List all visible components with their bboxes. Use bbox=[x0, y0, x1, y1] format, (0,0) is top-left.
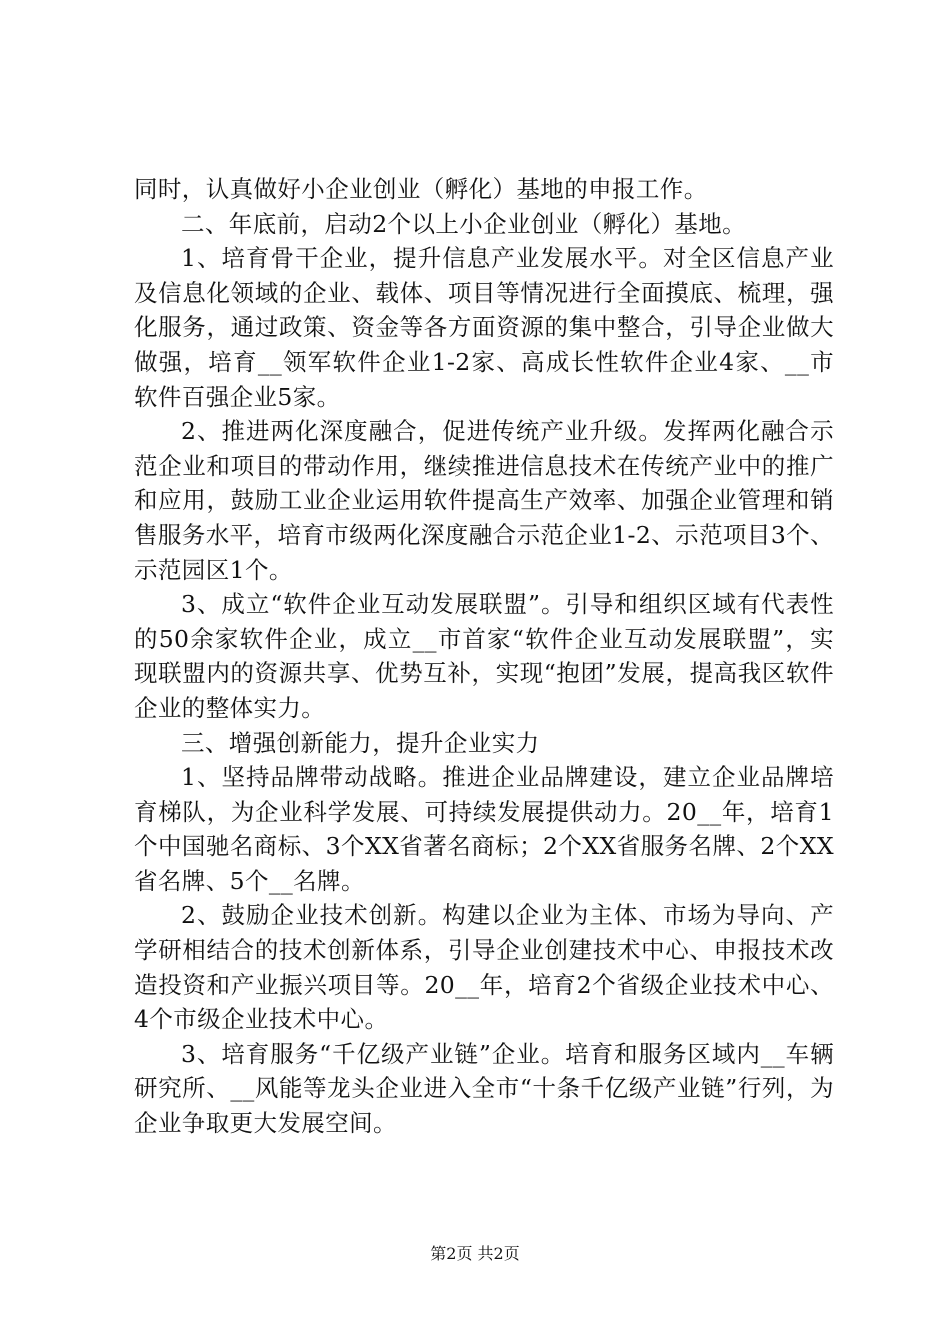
heading-section-two: 二、年底前，启动2个以上小企业创业（孵化）基地。 bbox=[181, 209, 747, 238]
paragraph-brand-strategy: 1、坚持品牌带动战略。推进企业品牌建设，建立企业品牌培育梯队，为企业科学发展、可持续发展提供动力。20__年，培育1个中国驰名商标、3个XX省著名商标；2个XX省服务名牌、2个XX省名牌、5个__名牌。 bbox=[134, 763, 834, 895]
paragraph-item-2: 2、推进两化深度融合，促进传统产业升级。发挥两化融合示范企业和项目的带动作用，继续推进信息技术在传统产业中的推广和应用，鼓励工业企业运用软件提高生产效率、加强企业管理和销售服务水平，培育市级两化深度融合示范企业1-2、示范项目3个、示范园区1个。 bbox=[134, 417, 834, 584]
page-number-footer: 第2页 共2页 bbox=[430, 1244, 520, 1263]
document-body bbox=[134, 172, 834, 1141]
paragraph-tech-innovation: 2、鼓励企业技术创新。构建以企业为主体、市场为导向、产学研相结合的技术创新体系，引导企业创建技术中心、申报技术改造投资和产业振兴项目等。20__年，培育2个省级企业技术中心、4个市级企业技术中心。 bbox=[134, 901, 834, 1034]
heading-section-three: 三、增强创新能力，提升企业实力 bbox=[181, 728, 540, 757]
paragraph-item-3: 3、成立“软件企业互动发展联盟”。引导和组织区域有代表性的50余家软件企业，成立__市首家“软件企业互动发展联盟”，实现联盟内的资源共享、优势互补，实现“抱团”发展，提高我区软件企业的整体实力。 bbox=[134, 590, 834, 722]
paragraph-industry-chain: 3、培育服务“千亿级产业链”企业。培育和服务区域内__车辆研究所、__风能等龙头企业进入全市“十条千亿级产业链”行列，为企业争取更大发展空间。 bbox=[134, 1039, 834, 1138]
paragraph-continuation: 同时，认真做好小企业创业（孵化）基地的申报工作。 bbox=[134, 175, 708, 203]
paragraph-item-1: 1、培育骨干企业，提升信息产业发展水平。对全区信息产业及信息化领域的企业、载体、项目等情况进行全面摸底、梳理，强化服务，通过政策、资金等各方面资源的集中整合，引导企业做大做强，培育__领军软件企业1-2家、高成长性软件企业4家、__市软件百强企业5家。 bbox=[134, 244, 834, 411]
